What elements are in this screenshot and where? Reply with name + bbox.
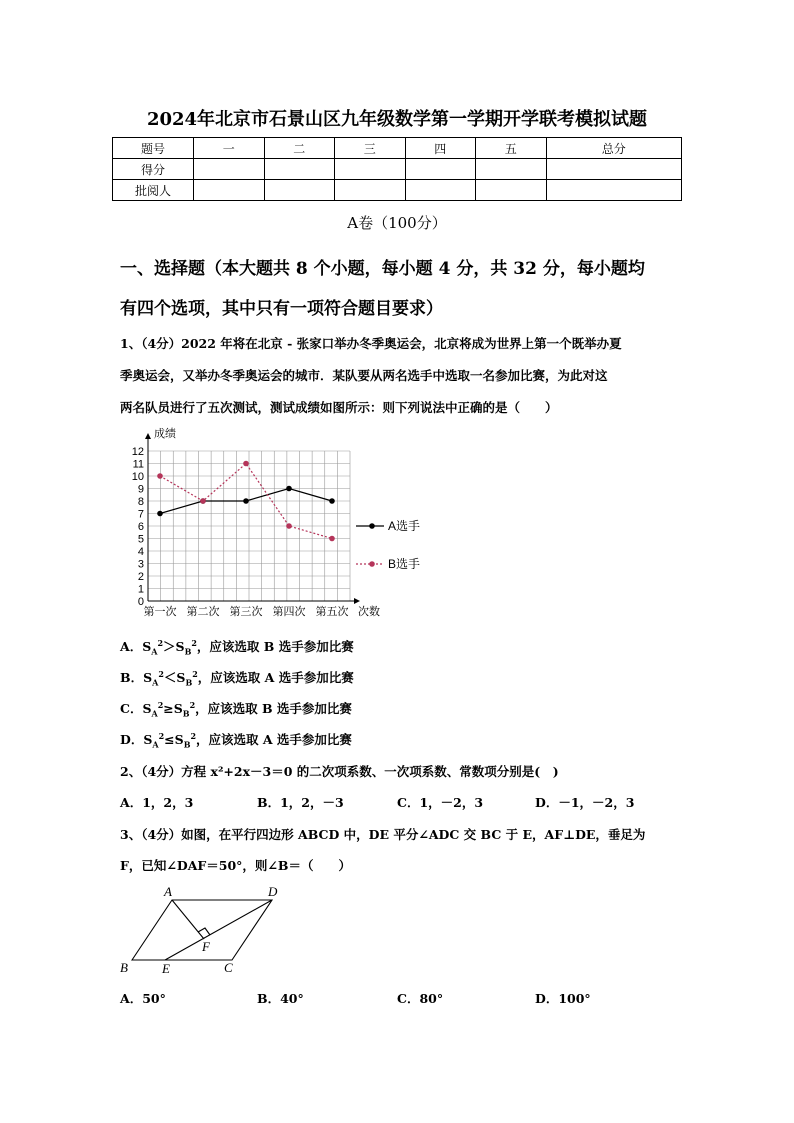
data-point-series-1 (200, 498, 206, 504)
legend-label-1: B选手 (388, 557, 421, 571)
y-tick-label: 8 (137, 496, 144, 508)
table-cell: 二 (264, 138, 335, 159)
data-point-series-1 (286, 523, 292, 529)
data-point-series-0 (157, 511, 163, 517)
table-cell: 总分 (546, 138, 682, 159)
q3-stem-line1: 3、（4分）如图，在平行四边形 ABCD 中，DE 平分∠ADC 交 BC 于 E，AF⊥DE，垂足为 (120, 827, 646, 842)
legend-label-0: A选手 (388, 519, 421, 533)
grader-input-cell[interactable] (194, 180, 265, 201)
label-c: C (224, 960, 233, 975)
q3-stem-line2: F，已知∠DAF＝50°，则∠B＝（ ） (120, 858, 351, 873)
x-tick-label: 第四次 (272, 606, 306, 618)
q1-stem-line3: 两名队员进行了五次测试，测试成绩如图所示：则下列说法中正确的是（ ） (120, 400, 558, 415)
table-cell: 五 (476, 138, 547, 159)
legend-marker-0 (369, 523, 375, 529)
score-input-cell[interactable] (264, 159, 335, 180)
label-d: D (268, 884, 278, 899)
q2-option-c[interactable]: C．1，－2，3 (397, 795, 484, 810)
y-tick-label: 1 (137, 583, 144, 596)
x-tick-label: 第一次 (143, 606, 177, 618)
score-input-cell[interactable] (476, 159, 547, 180)
segment-de (165, 900, 272, 960)
q3-option-a[interactable]: A．50° (120, 991, 166, 1006)
data-point-series-1 (157, 473, 163, 479)
y-tick-label: 10 (131, 471, 144, 483)
score-table (112, 137, 682, 201)
score-line-chart (112, 425, 432, 625)
table-cell: 一 (194, 138, 265, 159)
score-table-header-row (113, 138, 682, 159)
q3-option-c[interactable]: C．80° (397, 991, 444, 1006)
parallelogram-diagram (112, 880, 292, 980)
grader-input-cell[interactable] (476, 180, 547, 201)
y-tick-label: 4 (137, 546, 144, 558)
score-input-cell[interactable] (194, 159, 265, 180)
label-f: F (202, 939, 210, 954)
grader-row (113, 180, 682, 201)
q2-option-a[interactable]: A．1，2，3 (120, 795, 194, 810)
y-tick-label: 6 (137, 521, 144, 533)
x-axis-label: 次数 (358, 606, 380, 618)
score-row (113, 159, 682, 180)
q2-option-d[interactable]: D．－1，－2，3 (535, 795, 635, 810)
score-input-cell[interactable] (335, 159, 406, 180)
label-a: A (164, 884, 172, 899)
data-point-series-0 (329, 498, 335, 504)
table-cell: 得分 (113, 159, 194, 180)
data-point-series-0 (243, 498, 249, 504)
grader-input-cell[interactable] (546, 180, 682, 201)
part-heading-line1: 一、选择题（本大题共 8 个小题，每小题 4 分，共 32 分，每小题均 (120, 259, 645, 279)
y-tick-label: 5 (137, 533, 144, 546)
q1-option-c[interactable]: C．$S_A^2\ge S_B^2$，应该选取 B 选手参加比赛 (120, 699, 352, 719)
q3-option-d[interactable]: D．100° (535, 991, 591, 1006)
label-b: B (120, 960, 128, 975)
score-input-cell[interactable] (546, 159, 682, 180)
q1-stem-line2: 季奥运会，又举办冬季奥运会的城市．某队要从两名选手中选取一名参加比赛，为此对这 (120, 368, 608, 383)
q1-stem-line1: 1、（4分）2022 年将在北京 - 张家口举办冬季奥运会，北京将成为世界上第一个既举办夏 (120, 336, 622, 351)
y-tick-label: 0 (137, 596, 144, 608)
label-e: E (162, 961, 170, 976)
score-input-cell[interactable] (405, 159, 476, 180)
y-tick-label: 7 (137, 508, 144, 521)
y-tick-label: 2 (137, 571, 144, 583)
data-point-series-1 (329, 536, 335, 542)
q1-option-b[interactable]: B．$S_A^2<S_B^2$，应该选取 A 选手参加比赛 (120, 668, 354, 688)
q2-option-b[interactable]: B．1，2，－3 (257, 795, 344, 810)
section-heading: A卷（100分） (347, 214, 447, 232)
q1-option-d[interactable]: D．$S_A^2\le S_B^2$，应该选取 A 选手参加比赛 (120, 730, 352, 750)
y-tick-label: 11 (132, 458, 144, 471)
y-tick-label: 9 (137, 483, 144, 496)
x-tick-label: 第五次 (315, 606, 349, 618)
x-tick-label: 第三次 (229, 606, 263, 618)
q2-stem: 2、（4分）方程 x²+2x－3＝0 的二次项系数、一次项系数、常数项分别是( ) (120, 764, 559, 779)
grader-input-cell[interactable] (335, 180, 406, 201)
data-point-series-0 (286, 486, 292, 492)
y-axis-arrow (145, 433, 151, 439)
data-point-series-1 (243, 461, 249, 467)
table-cell: 三 (335, 138, 406, 159)
part-heading-line2: 有四个选项，其中只有一项符合题目要求） (120, 299, 443, 319)
segment-af (172, 900, 204, 939)
page-title: 2024年北京市石景山区九年级数学第一学期开学联考模拟试题 (146, 109, 648, 130)
table-cell: 批阅人 (113, 180, 194, 201)
legend-marker-1 (369, 561, 375, 567)
y-axis-label: 成绩 (154, 428, 176, 440)
y-tick-label: 3 (137, 558, 144, 571)
grader-input-cell[interactable] (264, 180, 335, 201)
table-cell: 四 (405, 138, 476, 159)
grader-input-cell[interactable] (405, 180, 476, 201)
x-tick-label: 第二次 (186, 606, 220, 618)
q1-option-a[interactable]: A．$S_A^2>S_B^2$，应该选取 B 选手参加比赛 (120, 637, 354, 657)
q3-option-b[interactable]: B．40° (257, 991, 304, 1006)
table-cell: 题号 (113, 138, 194, 159)
y-tick-label: 12 (131, 446, 144, 458)
x-axis-arrow (354, 598, 360, 604)
